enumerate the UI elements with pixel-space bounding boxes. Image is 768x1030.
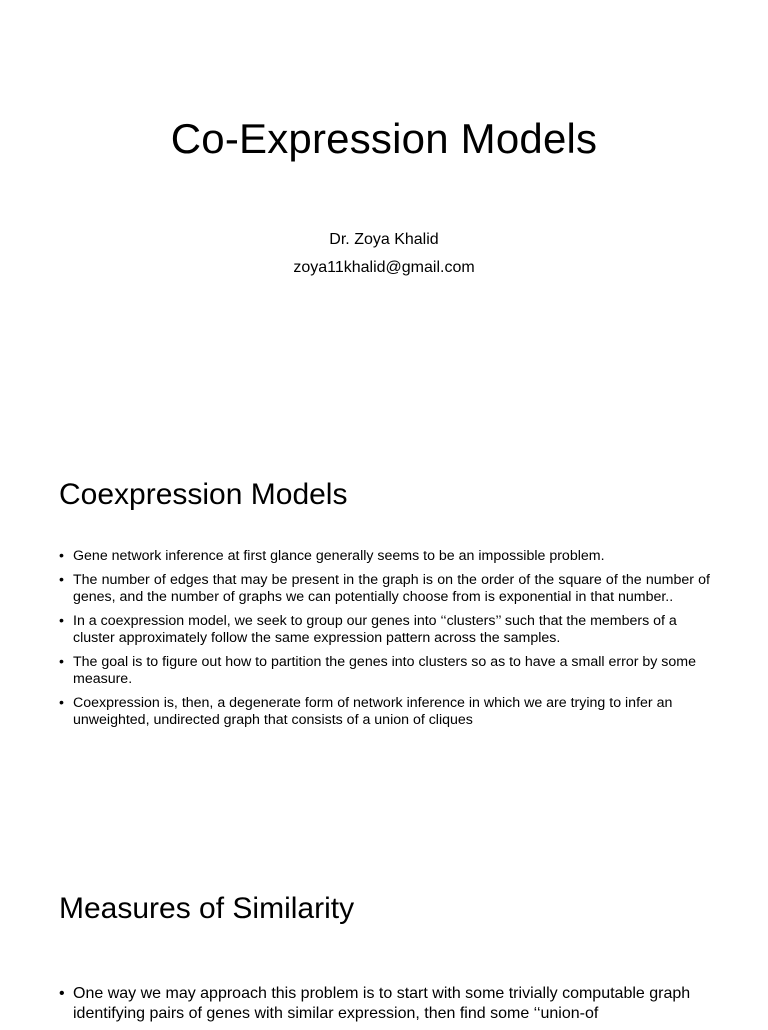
coexpression-models-slide xyxy=(0,420,768,840)
slide-heading: Measures of Similarity xyxy=(59,892,355,925)
title-slide xyxy=(0,0,768,420)
bullet-item: • The goal is to figure out how to partition the genes into clusters so as to have a small error by some measure. xyxy=(59,654,710,689)
bullet-item: • In a coexpression model, we seek to group our genes into ‘‘clusters’’ such that the members of a cluster approximately follow the same expression pattern across the samples. xyxy=(59,613,710,648)
measures-of-similarity-slide xyxy=(0,840,768,1024)
bullet-list xyxy=(59,984,710,1030)
bullet-list xyxy=(59,548,710,736)
bullet-item: • One way we may approach this problem is to start with some trivially computable graph identifying pairs of genes with similar expression, then find some ‘‘union-of xyxy=(59,984,710,1024)
slide-heading: Coexpression Models xyxy=(59,478,348,511)
author-name: Dr. Zoya Khalid xyxy=(329,231,439,248)
author-email: zoya11khalid@gmail.com xyxy=(293,259,475,276)
bullet-item: • Coexpression is, then, a degenerate form of network inference in which we are trying to infer an unweighted, undirected graph that consists of a union of cliques xyxy=(59,695,710,730)
bullet-item: • The number of edges that may be present in the graph is on the order of the square of the number of genes, and the number of graphs we can potentially choose from is exponential in that number.. xyxy=(59,572,710,607)
presentation-title: Co-Expression Models xyxy=(170,115,598,162)
bullet-item: • Gene network inference at first glance generally seems to be an impossible problem. xyxy=(59,548,710,566)
